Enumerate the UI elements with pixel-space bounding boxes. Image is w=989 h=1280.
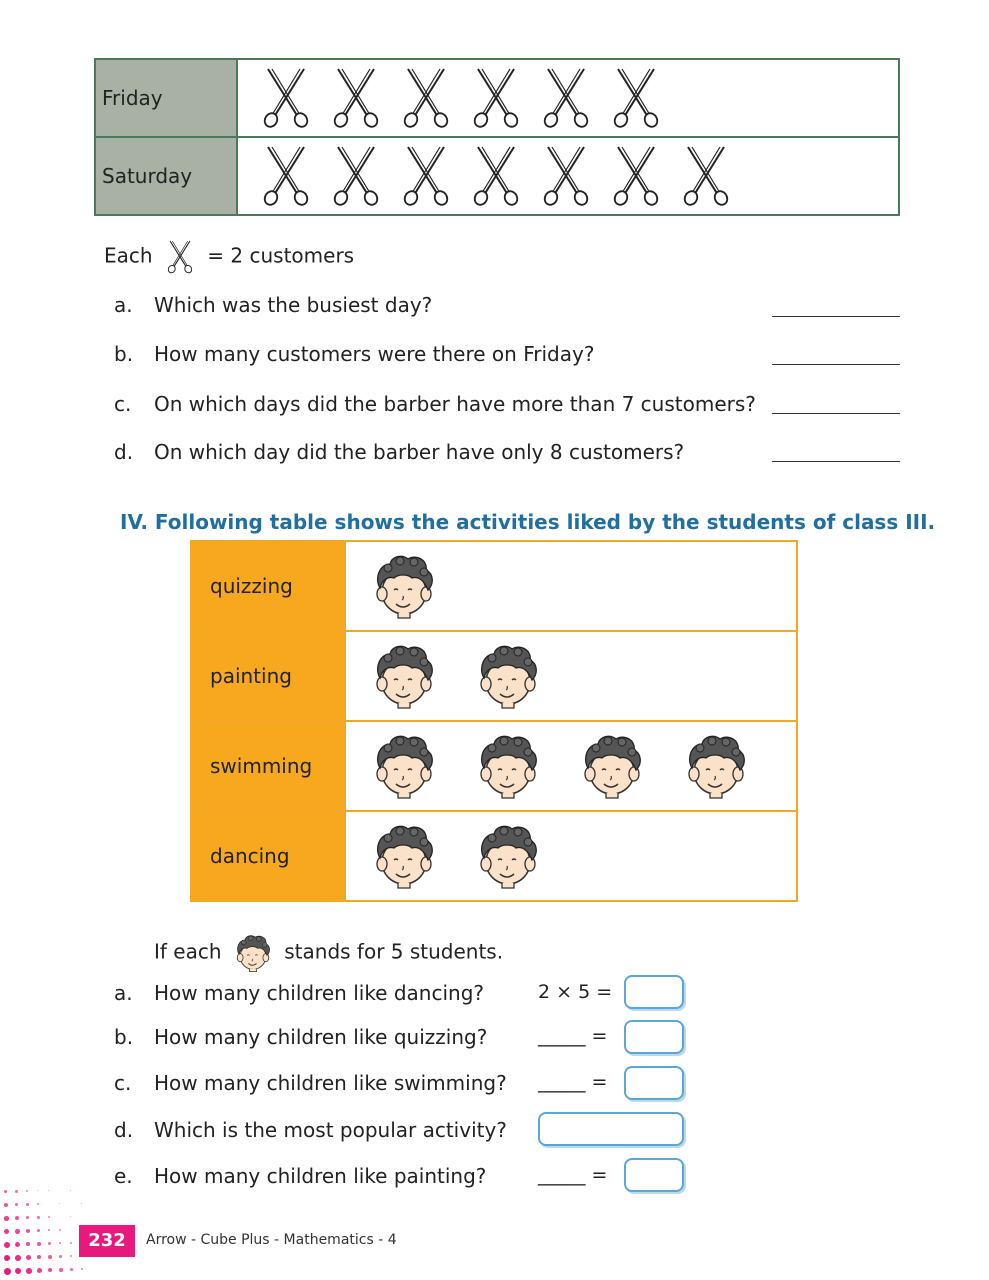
question-letter: a. xyxy=(114,293,133,317)
question-letter: b. xyxy=(114,342,134,366)
faces-row xyxy=(345,631,797,721)
activity-label: quizzing xyxy=(191,541,345,631)
child-face-icon xyxy=(368,550,440,622)
question-letter: d. xyxy=(114,1118,134,1142)
decorative-dot xyxy=(48,1216,50,1218)
child-face-icon xyxy=(472,730,544,802)
question-text: How many customers were there on Friday? xyxy=(154,342,595,366)
decorative-dot xyxy=(59,1203,60,1204)
decorative-dot xyxy=(15,1216,19,1220)
scissors-icon xyxy=(330,145,382,207)
decorative-dot xyxy=(15,1203,18,1206)
decorative-dot xyxy=(4,1229,9,1234)
question-item xyxy=(114,1118,904,1142)
answer-blank[interactable] xyxy=(772,461,900,462)
child-face-icon xyxy=(576,730,648,802)
table-row xyxy=(191,721,797,811)
question-letter: a. xyxy=(114,981,133,1005)
decorative-dot xyxy=(15,1190,18,1193)
scissors-icon xyxy=(680,145,732,207)
decorative-dot xyxy=(37,1242,41,1246)
scissors-icon xyxy=(260,145,312,207)
question-letter: e. xyxy=(114,1164,133,1188)
decorative-dot xyxy=(4,1255,10,1261)
page-number: 232 xyxy=(79,1225,135,1257)
decorative-dot xyxy=(59,1255,62,1258)
decorative-dot xyxy=(4,1190,7,1193)
scissors-row xyxy=(237,137,899,215)
question-letter: d. xyxy=(114,440,134,464)
scissors-icon xyxy=(540,145,592,207)
decorative-dot xyxy=(37,1203,39,1205)
scissors-icon xyxy=(400,145,452,207)
question-item xyxy=(114,981,904,1005)
table-row xyxy=(191,811,797,901)
scissors-icon xyxy=(540,67,592,129)
child-face-icon xyxy=(232,932,274,974)
question-text: How many children like quizzing? xyxy=(154,1025,488,1049)
work-expression: _____ = xyxy=(538,1071,608,1093)
scissors-icon xyxy=(470,145,522,207)
decorative-dot xyxy=(4,1242,10,1248)
decorative-dot xyxy=(37,1216,40,1219)
decorative-dot xyxy=(81,1268,83,1270)
question-letter: b. xyxy=(114,1025,134,1049)
question-letter: c. xyxy=(114,1071,132,1095)
faces-row xyxy=(345,721,797,811)
question-item xyxy=(114,342,904,366)
table-row xyxy=(191,541,797,631)
decorative-dot xyxy=(70,1255,72,1257)
day-label: Friday xyxy=(95,59,237,137)
work-expression: _____ = xyxy=(538,1025,608,1047)
question-letter: c. xyxy=(114,392,132,416)
work-expression: 2 × 5 = xyxy=(538,981,613,1003)
answer-box[interactable] xyxy=(624,975,684,1009)
scissors-icon xyxy=(610,67,662,129)
decorative-dot xyxy=(26,1242,30,1246)
question-text: On which day did the barber have only 8 customers? xyxy=(154,440,685,464)
question-item xyxy=(114,293,904,317)
scissors-icon xyxy=(470,67,522,129)
child-face-icon xyxy=(368,820,440,892)
activity-label: dancing xyxy=(191,811,345,901)
answer-blank[interactable] xyxy=(772,413,900,414)
decorative-dot xyxy=(48,1190,49,1191)
decorative-dot xyxy=(15,1229,20,1234)
answer-box[interactable] xyxy=(624,1020,684,1054)
table-row xyxy=(191,631,797,721)
decorative-dot xyxy=(70,1216,71,1217)
question-text: How many children like dancing? xyxy=(154,981,485,1005)
work-expression: _____ = xyxy=(538,1164,608,1186)
answer-box[interactable] xyxy=(624,1066,684,1100)
key-suffix: stands for 5 students. xyxy=(284,939,504,964)
child-face-icon xyxy=(472,820,544,892)
decorative-dot xyxy=(26,1255,31,1260)
decorative-dot xyxy=(70,1268,73,1271)
decorative-dot xyxy=(37,1229,40,1232)
decorative-dot xyxy=(48,1242,51,1245)
day-label: Saturday xyxy=(95,137,237,215)
answer-box[interactable] xyxy=(538,1112,684,1146)
question-text: How many children like painting? xyxy=(154,1164,487,1188)
decorative-dot xyxy=(37,1190,38,1191)
question-text: Which is the most popular activity? xyxy=(154,1118,507,1142)
activities-pictograph-table xyxy=(190,540,798,902)
decorative-dot xyxy=(26,1190,28,1192)
faces-row xyxy=(345,541,797,631)
question-text: On which days did the barber have more than 7 customers? xyxy=(154,392,756,416)
child-face-icon xyxy=(368,730,440,802)
scissors-icon xyxy=(165,240,195,274)
scissors-icon xyxy=(330,67,382,129)
decorative-dot xyxy=(48,1229,50,1231)
decorative-dot xyxy=(70,1242,72,1244)
decorative-dot xyxy=(81,1203,82,1204)
activity-label: painting xyxy=(191,631,345,721)
key-prefix: If each xyxy=(154,939,222,964)
decorative-dot xyxy=(15,1255,21,1261)
question-item xyxy=(114,1164,904,1188)
decorative-dot xyxy=(26,1216,29,1219)
decorative-dot xyxy=(59,1242,61,1244)
decorative-dot xyxy=(37,1255,41,1259)
scissors-icon xyxy=(610,145,662,207)
face-key xyxy=(154,932,503,974)
table-row xyxy=(95,137,899,215)
key-prefix: Each xyxy=(104,243,153,268)
answer-blank[interactable] xyxy=(772,316,900,317)
decorative-dot xyxy=(26,1229,30,1233)
decorative-dot xyxy=(26,1203,29,1206)
key-suffix: = 2 customers xyxy=(207,243,355,268)
scissors-icon xyxy=(400,67,452,129)
decorative-dot xyxy=(4,1203,8,1207)
activity-label: swimming xyxy=(191,721,345,811)
question-item xyxy=(114,1025,904,1049)
decorative-dot xyxy=(70,1190,71,1191)
decorative-dot xyxy=(59,1268,63,1272)
decorative-dot xyxy=(15,1268,21,1274)
section-heading: IV. Following table shows the activities liked by the students of class III. xyxy=(120,510,936,534)
decorative-dot xyxy=(4,1268,11,1275)
question-text: Which was the busiest day? xyxy=(154,293,433,317)
scissors-row xyxy=(237,59,899,137)
decorative-dot xyxy=(15,1242,20,1247)
decorative-dot xyxy=(59,1229,61,1231)
faces-row xyxy=(345,811,797,901)
answer-box[interactable] xyxy=(624,1158,684,1192)
scissors-icon xyxy=(260,67,312,129)
footer-title: Arrow - Cube Plus - Mathematics - 4 xyxy=(146,1232,397,1248)
decorative-dot xyxy=(4,1216,9,1221)
table-row xyxy=(95,59,899,137)
question-item xyxy=(114,1071,904,1095)
barber-pictograph-table xyxy=(94,58,900,216)
question-text: How many children like swimming? xyxy=(154,1071,507,1095)
child-face-icon xyxy=(472,640,544,712)
answer-blank[interactable] xyxy=(772,364,900,365)
scissors-key xyxy=(104,240,354,274)
child-face-icon xyxy=(368,640,440,712)
child-face-icon xyxy=(680,730,752,802)
decorative-dot xyxy=(48,1255,52,1259)
decorative-dot xyxy=(48,1268,52,1272)
decorative-dot xyxy=(26,1268,32,1274)
decorative-dot xyxy=(37,1268,42,1273)
